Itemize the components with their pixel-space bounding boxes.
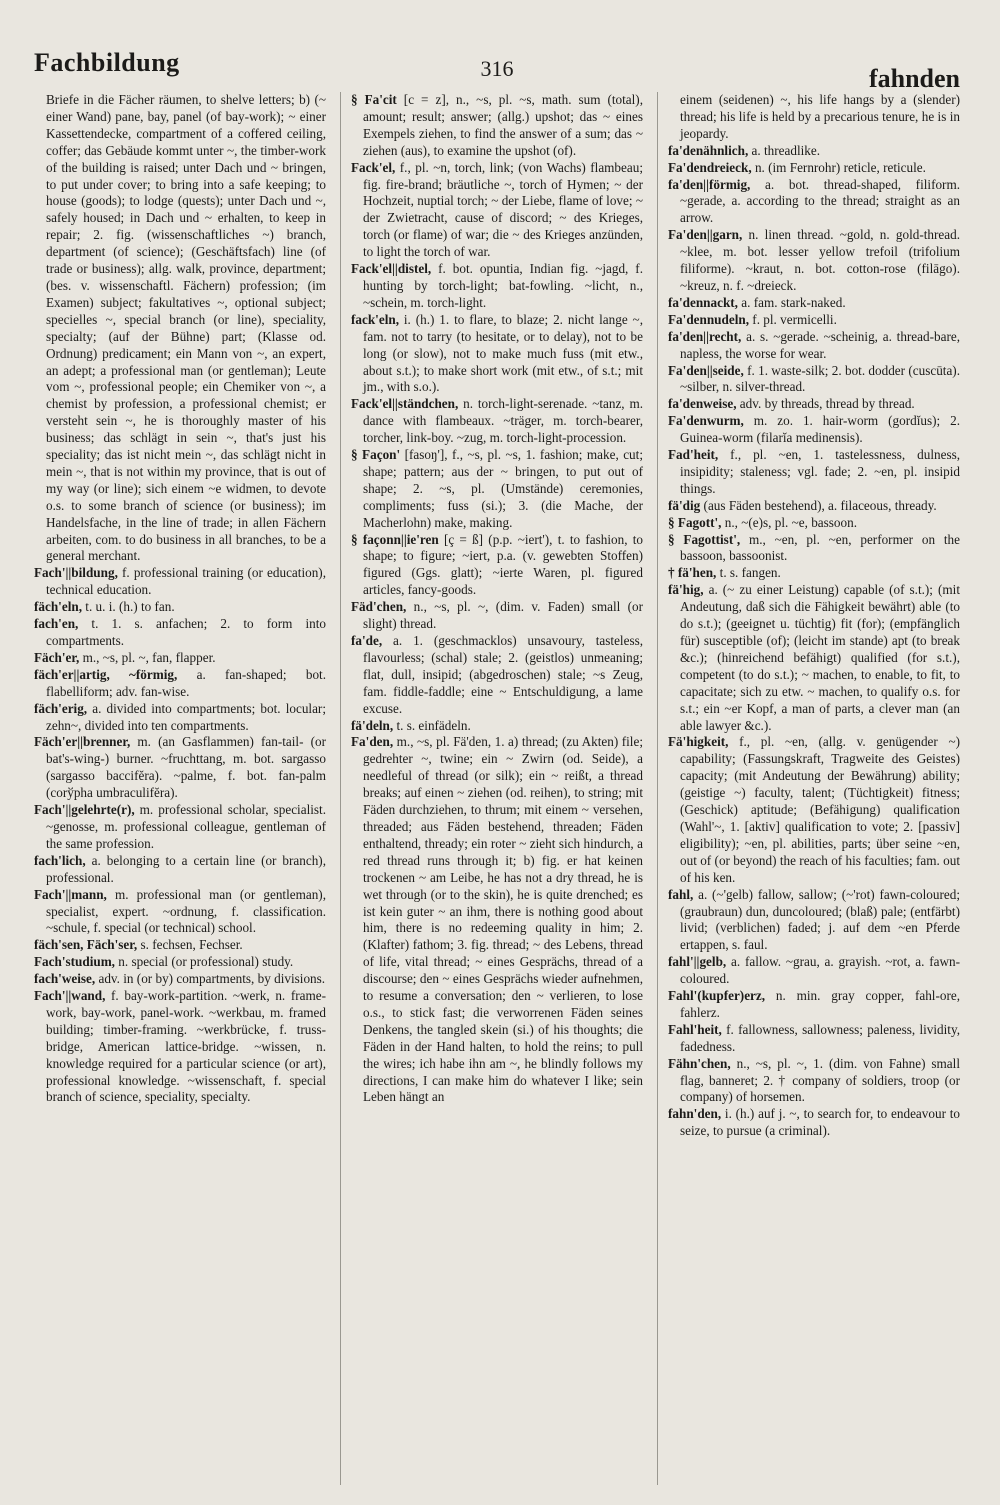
- headword: fäch'sen, Fäch'ser,: [34, 937, 138, 953]
- definition-text: a. fam. stark-naked.: [737, 294, 846, 310]
- definition-text: a. (~ zu einer Leistung) capable (of s.t.); (mit Andeutung, daß sich die Fähigkeit bewährt) able (to do s.t.); (geeignet u. tüchtig) fit (for); (empfänglich für) susceptible (of); (leicht im stande) apt (to break &c.); (hinreichend befähigt) qualified (for s.t.), competent (to do s.t.); ~ machen, to enable, to fit, to capacitate; sich zu etw. ~ machen, to qualify o.s. for s.t.; ein ~er Kopf, a man of parts, a clever man (an able lawyer &c.).: [680, 582, 960, 733]
- headword: § Fagott',: [668, 514, 722, 530]
- headword: Fäch'er,: [34, 649, 80, 665]
- headword: Fach'studium,: [34, 954, 115, 970]
- dictionary-entry: [668, 532, 960, 566]
- headword: fahn'den,: [668, 1106, 722, 1122]
- dictionary-entry: [34, 667, 326, 701]
- dictionary-entry: [668, 582, 960, 734]
- headword: fä'deln,: [351, 717, 394, 733]
- headword: fach'lich,: [34, 852, 86, 868]
- headword: fä'dig: [668, 497, 701, 513]
- dictionary-entry: [351, 633, 643, 718]
- headword: fäch'eln,: [34, 599, 82, 615]
- definition-text: Briefe in die Fächer räumen, to shelve letters; b) (~ einer Wand) pane, bay, panel (of bay-work); ~ einer Kassettendecke, compartment of a coffered ceiling, coffer; das Gebäude kommt unter ~, the timber-work of the building is raised; unter Dach und ~ bringen, to put under cover; to bring into a safe keeping; to house (goods); to lodge (quests); unter Dach und ~, safely housed; in Dach und ~ erhalten, to keep in repair; 2. fig. (wissenschaftliches ~) branch, department (of science); (Geschäftsfach) line (of trade or business); allg. walk, province, department; (bes. v. wissenschaftl. Fächern) profession; (im Examen) subject; fakultatives ~, optional subject; specielles ~, special branch (or line), speciality, specialty; (auf der Bühne) part; (Klasse od. Ordnung) predicament; ein Mann von ~, an expert, an adept; a professional man (or gentleman); Leute vom ~, professional people; ein Chemiker von ~, a chemist by profession, a professional chemist; er versteht sein ~, he is thoroughly master of his business; das schlägt in sein ~, that's just his speciality; das ist nicht mein ~, das schlägt nicht in mein ~, that is not within my province, that is out of my way (or line); sich einem ~e widmen, to devote o.s. to some branch of science (or business); im Handelsfache, in the line of trade; in allen Fächern arbeiten, com. to do business in all branches, to be a general merchant.: [46, 92, 326, 564]
- headword: Fack'el||ständchen,: [351, 396, 459, 412]
- dictionary-entry: [34, 599, 326, 616]
- definition-text: (aus Fäden bestehend), a. filaceous, thready.: [700, 497, 937, 513]
- headword: Fahl'(kupfer)erz,: [668, 988, 766, 1004]
- dictionary-entry: [668, 1056, 960, 1107]
- headword: Fahl'heit,: [668, 1021, 722, 1037]
- headword: Fa'den,: [351, 734, 394, 750]
- dictionary-entry: [668, 565, 960, 582]
- dictionary-entry: [668, 295, 960, 312]
- definition-text: f. bot. opuntia, Indian fig. ~jagd, f. hunting by torch-light; bat-fowling. ~licht, n., ~schein, m. torch-light.: [363, 261, 643, 310]
- definition-text: m., ~en, pl. ~en, performer on the bassoon, bassoonist.: [680, 531, 960, 564]
- dictionary-entry: [34, 650, 326, 667]
- headword: Fa'dennudeln,: [668, 311, 749, 327]
- columns: [34, 92, 960, 1485]
- dictionary-entry: [668, 887, 960, 955]
- dictionary-entry: [668, 329, 960, 363]
- left-guide-word: Fachbildung: [34, 48, 180, 77]
- dictionary-entry: [668, 954, 960, 988]
- right-guide-word: fahnden: [868, 64, 960, 93]
- definition-text: f., pl. ~en, 1. tastelessness, dulness, insipidity; staleness; vgl. fade; 2. ~en, pl. insipid things.: [680, 447, 960, 496]
- definition-text: i. (h.) auf j. ~, to search for, to endeavour to seize, to pursue (a criminal).: [680, 1106, 960, 1139]
- headword: Fad'heit,: [668, 447, 719, 463]
- headword: § Fa'cit: [351, 92, 397, 107]
- headword: Fä'higkeit,: [668, 734, 729, 750]
- dictionary-entry: [351, 92, 643, 160]
- dictionary-entry: [668, 1022, 960, 1056]
- dictionary-entry: [668, 1106, 960, 1140]
- headword: fack'eln,: [351, 311, 399, 327]
- definition-text: f. 1. waste-silk; 2. bot. dodder (cuscūta). ~silber, n. silver-thread.: [680, 362, 960, 395]
- dictionary-entry: [668, 160, 960, 177]
- headword: fäch'er||artig, ~förmig,: [34, 666, 178, 682]
- dictionary-entry: [351, 160, 643, 261]
- headword: fa'dennackt,: [668, 294, 738, 310]
- definition-text: t. s. fangen.: [716, 565, 781, 581]
- dictionary-entry: [351, 312, 643, 397]
- definition-text: a. belonging to a certain line (or branch), professional.: [46, 852, 326, 885]
- column-3: [657, 92, 960, 1485]
- definition-text: n. linen thread. ~gold, n. gold-thread. ~klee, m. bot. lesser yellow trefoil (trifolium filiforme). ~kraut, n. bot. cotton-rose (filāgo). ~kreuz, n. f. ~dreieck.: [680, 227, 960, 293]
- definition-text: m., ~s, pl. Fä'den, 1. a) thread; (zu Akten) file; gedrehter ~, twine; ein ~ Zwirn (od. Seide), a needleful of thread (or silk); ein ~ reißt, a thread breaks; auf einen ~ ziehen (od. reihen), to string; mit Fäden durchziehen, to thrum; mit einem ~ versehen, threaded; aus Fäden bestehend, threaden; Fäden enthaltend, thready; ein roter ~ zieht sich hindurch, a red thread runs through it; b) fig. er hat keinen trockenen ~ am Leibe, he has not a dry thread, he is wet through (or to the skin), he is quite drenched; es ist kein guter ~ an ihm, there is nothing good about him, there is no redeeming quality in him; 2. (Klafter) fathom; 3. fig. thread; ~ des Lebens, thread of life, vital thread; ~ eines Gesprächs, thread of a discourse; den ~ eines Gesprächs wieder aufnehmen, to resume a conversation; den ~ verlieren, to lose o.s., to stick fast; die verworrenen Fäden seines Denkens, the tangled skein (si.) of his thoughts; die Fäden in der Hand halten, to hold the reins; to pull the wires; ich habe ihn am ~, he blindly follows my directions, I can make him do whatever I like; sein Leben hängt an: [363, 734, 643, 1105]
- definition-text: einem (seidenen) ~, his life hangs by a (slender) thread; his life is held by a precarious tenure, he is in jeopardy.: [680, 92, 960, 141]
- definition-text: i. (h.) 1. to flare, to blaze; 2. nicht lange ~, fam. not to tarry (to hesitate, or to delay), not to be long (or slow), not to make much fuss (mit etw., about s.t.); to make short work (mit etw., of s.t.; mit jm., with s.o.).: [363, 311, 643, 395]
- dictionary-entry: [34, 887, 326, 938]
- definition-text: a. 1. (geschmacklos) unsavoury, tasteless, flavourless; (schal) stale; 2. (geistlos) unmeaning; flat, dull, insipid; (abgedroschen) stale; ~s Zeug, fam. fiddle-faddle; eine ~ Entschuldigung, a lame excuse.: [363, 633, 643, 716]
- definition-text: adv. by threads, thread by thread.: [736, 396, 915, 412]
- definition-text: a. fallow. ~grau, a. grayish. ~rot, a. fawn-coloured.: [680, 954, 960, 987]
- headword: fach'en,: [34, 616, 79, 632]
- headword: Fa'dendreieck,: [668, 159, 752, 175]
- definition-text: a. threadlike.: [748, 142, 821, 158]
- dictionary-entry: [34, 988, 326, 1106]
- definition-text: [ç = ß] (p.p. ~iert'), t. to fashion, to shape; to figure; ~iert, p.a. (v. gewebten Stoffen) figured (Ggs. glatt); ~ierte Waren, pl. figured articles, fancy-goods.: [363, 531, 643, 598]
- headword: Fa'den||seide,: [668, 362, 744, 378]
- dictionary-entry: [668, 177, 960, 228]
- definition-text: [c = z], n., ~s, pl. ~s, math. sum (total), amount; result; answer; (allg.) upshot; das ~ eines Exempels ziehen, to find the answer of a sum; das ~ ziehen (aus), to examine the upshot (of).: [363, 92, 643, 158]
- definition-text: n. min. gray copper, fahl-ore, fahlerz.: [680, 988, 960, 1020]
- definition-text: n., ~s, pl. ~, (dim. v. Faden) small (or slight) thread.: [363, 599, 643, 632]
- headword: Fa'denwurm,: [668, 413, 744, 429]
- dictionary-entry: [668, 363, 960, 397]
- dictionary-entry: [668, 988, 960, 1022]
- headword: fahl,: [668, 886, 694, 902]
- headword: Fack'el||distel,: [351, 261, 432, 277]
- dictionary-entry: [34, 853, 326, 887]
- headword: fa'de,: [351, 633, 383, 648]
- headword: fa'den||recht,: [668, 328, 742, 344]
- headword: † fä'hen,: [668, 565, 717, 581]
- definition-text: m. (an Gasflammen) fan-tail- (or bat's-wing-) burner. ~fruchttang, m. bot. sargasso (sargasso baccifĕra). ~palme, f. bot. fan-palm (corўpha umbraculifĕra).: [46, 734, 326, 801]
- definition-text: m., ~s, pl. ~, fan, flapper.: [79, 649, 216, 665]
- headword: § Façon': [351, 447, 401, 463]
- dictionary-entry: [351, 261, 643, 312]
- dictionary-entry: [668, 734, 960, 886]
- definition-text: t. s. einfädeln.: [393, 717, 471, 733]
- dictionary-entry: [34, 802, 326, 853]
- definition-text: n., ~(e)s, pl. ~e, bassoon.: [721, 514, 857, 530]
- dictionary-entry: [351, 718, 643, 735]
- entry-continuation: [668, 92, 960, 143]
- headword: § façonn||ie'ren: [351, 531, 439, 547]
- dictionary-entry: [34, 701, 326, 735]
- headword: fahl'||gelb,: [668, 954, 727, 970]
- dictionary-entry: [34, 616, 326, 650]
- dictionary-entry: [34, 971, 326, 988]
- dictionary-entry: [668, 413, 960, 447]
- definition-text: a. divided into compartments; bot. locular; zehn~, divided into ten compartments.: [46, 700, 326, 733]
- headword: fa'denähnlich,: [668, 142, 749, 158]
- column-2: [340, 92, 643, 1485]
- dictionary-entry: [351, 734, 643, 1106]
- dictionary-entry: [34, 734, 326, 802]
- definition-text: f. professional training (or education), technical education.: [46, 565, 326, 598]
- headword: Fäd'chen,: [351, 599, 407, 615]
- headword: fach'weise,: [34, 971, 96, 987]
- headword: fä'hig,: [668, 582, 704, 598]
- dictionary-entry: [668, 227, 960, 295]
- definition-text: m. professional scholar, specialist. ~genosse, m. professional colleague, gentleman of the same profession.: [46, 802, 326, 851]
- definition-text: a. (~'gelb) fallow, sallow; (~'rot) fawn-coloured; (graubraun) dun, duncoloured; (blaß) pale; (entfärbt) livid; (verblichen) faded; j. auf dem ~en Pferde ertappen, s. faul.: [680, 886, 960, 953]
- headword: § Fagottist',: [668, 531, 741, 547]
- definition-text: f. pl. vermicelli.: [749, 311, 837, 327]
- definition-text: a. bot. thread-shaped, filiform. ~gerade, a. according to the thread; straight as an arrow.: [680, 176, 960, 226]
- definition-text: a. s. ~gerade. ~scheinig, a. thread-bare, napless, the worse for wear.: [680, 328, 960, 361]
- definition-text: adv. in (or by) compartments, by divisions.: [95, 971, 326, 987]
- dictionary-entry: [668, 396, 960, 413]
- headword: fa'den||förmig,: [668, 176, 751, 192]
- definition-text: [fasoŋ'], f., ~s, pl. ~s, 1. fashion; make, cut; shape; pattern; aus der ~ bringen, to put out of shape; 2. ~s, pl. (Umstände) ceremonies, compliments; fuss (si.); 3. (die Mache, der Macherlohn) make, making.: [363, 447, 643, 530]
- definition-text: t. u. i. (h.) to fan.: [82, 599, 175, 615]
- dictionary-entry: [668, 498, 960, 515]
- headword: Fäch'er||brenner,: [34, 734, 131, 750]
- headword: Fa'den||garn,: [668, 227, 743, 243]
- dictionary-entry: [351, 532, 643, 600]
- headword: Fach'||mann,: [34, 886, 107, 902]
- headword: fa'denweise,: [668, 396, 737, 412]
- headword: Fack'el,: [351, 159, 396, 175]
- definition-text: n., ~s, pl. ~, 1. (dim. von Fahne) small flag, banneret; 2. † company of soldiers, troop (or company) of horsemen.: [680, 1055, 960, 1105]
- definition-text: m. zo. 1. hair-worm (gordĭus); 2. Guinea-worm (filarĭa medinensis).: [680, 413, 960, 446]
- definition-text: m. professional man (or gentleman), specialist, expert. ~ordnung, f. classification. ~schule, f. special (or technical) school.: [46, 886, 326, 936]
- dictionary-entry: [668, 515, 960, 532]
- definition-text: f., pl. ~n, torch, link; (von Wachs) flambeau; fig. fire-brand; bräutliche ~, torch of Hymen; ~ der Hochzeit, nuptial torch; ~ der Liebe, flame of love; ~ der Zwietracht, cause of discord; ~ des Krieges, torch (or flame) of war; die ~ des Krieges anzünden, to light the torch of war.: [363, 159, 643, 260]
- dictionary-entry: [668, 143, 960, 160]
- column-1: [34, 92, 326, 1485]
- headword: Fach'||wand,: [34, 988, 106, 1004]
- dictionary-entry: [34, 954, 326, 971]
- definition-text: f. fallowness, sallowness; paleness, lividity, fadedness.: [680, 1021, 960, 1054]
- definition-text: s. fechsen, Fechser.: [137, 937, 243, 953]
- page-header: [34, 48, 960, 93]
- definition-text: n. (im Fernrohr) reticle, reticule.: [751, 159, 926, 175]
- definition-text: f. bay-work-partition. ~werk, n. frame-work, bay-work, panel-work. ~werkbau, m. framed building; timber-framing. ~werkbrücke, f. truss-bridge, American lattice-bridge. ~wissen, n. knowledge required for a particular science (or art), professional knowledge. ~wissenschaft, f. special branch of science, speciality, specialty.: [46, 988, 326, 1105]
- definition-text: n. special (or professional) study.: [114, 954, 294, 970]
- headword: Fach'||gelehrte(r),: [34, 802, 135, 818]
- dictionary-entry: [34, 937, 326, 954]
- dictionary-entry: [34, 565, 326, 599]
- headword: fäch'erig,: [34, 700, 88, 716]
- page-number: 316: [480, 56, 514, 81]
- dictionary-entry: [351, 396, 643, 447]
- definition-text: f., pl. ~en, (allg. v. genügender ~) capability; (Fassungskraft, Tragweite des Geistes) capacity; (mit Andeutung der Bewährung) ability; (geistige ~) faculty, talent; (Tüchtigkeit) fitness; (Geschick) aptitude; (Befähigung) qualification (Wahl'~, 1. [aktiv] qualification to vote; 2. [passiv] eligibility); ~en, pl. abilities, parts; über seine ~en, out of (or beyond) the reach of his faculties; fam. out of his ken.: [680, 734, 960, 885]
- entry-continuation: [34, 92, 326, 565]
- definition-text: n. torch-light-serenade. ~tanz, m. dance with flambeaux. ~träger, m. torch-bearer, torcher, link-boy. ~zug, m. torch-light-procession.: [363, 396, 643, 446]
- definition-text: a. fan-shaped; bot. flabelliform; adv. fan-wise.: [46, 666, 327, 699]
- headword: Fähn'chen,: [668, 1055, 731, 1071]
- dictionary-entry: [668, 447, 960, 498]
- definition-text: t. 1. s. anfachen; 2. to form into compartments.: [46, 616, 326, 648]
- headword: Fach'||bildung,: [34, 565, 118, 581]
- dictionary-entry: [351, 599, 643, 633]
- dictionary-entry: [351, 447, 643, 532]
- dictionary-entry: [668, 312, 960, 329]
